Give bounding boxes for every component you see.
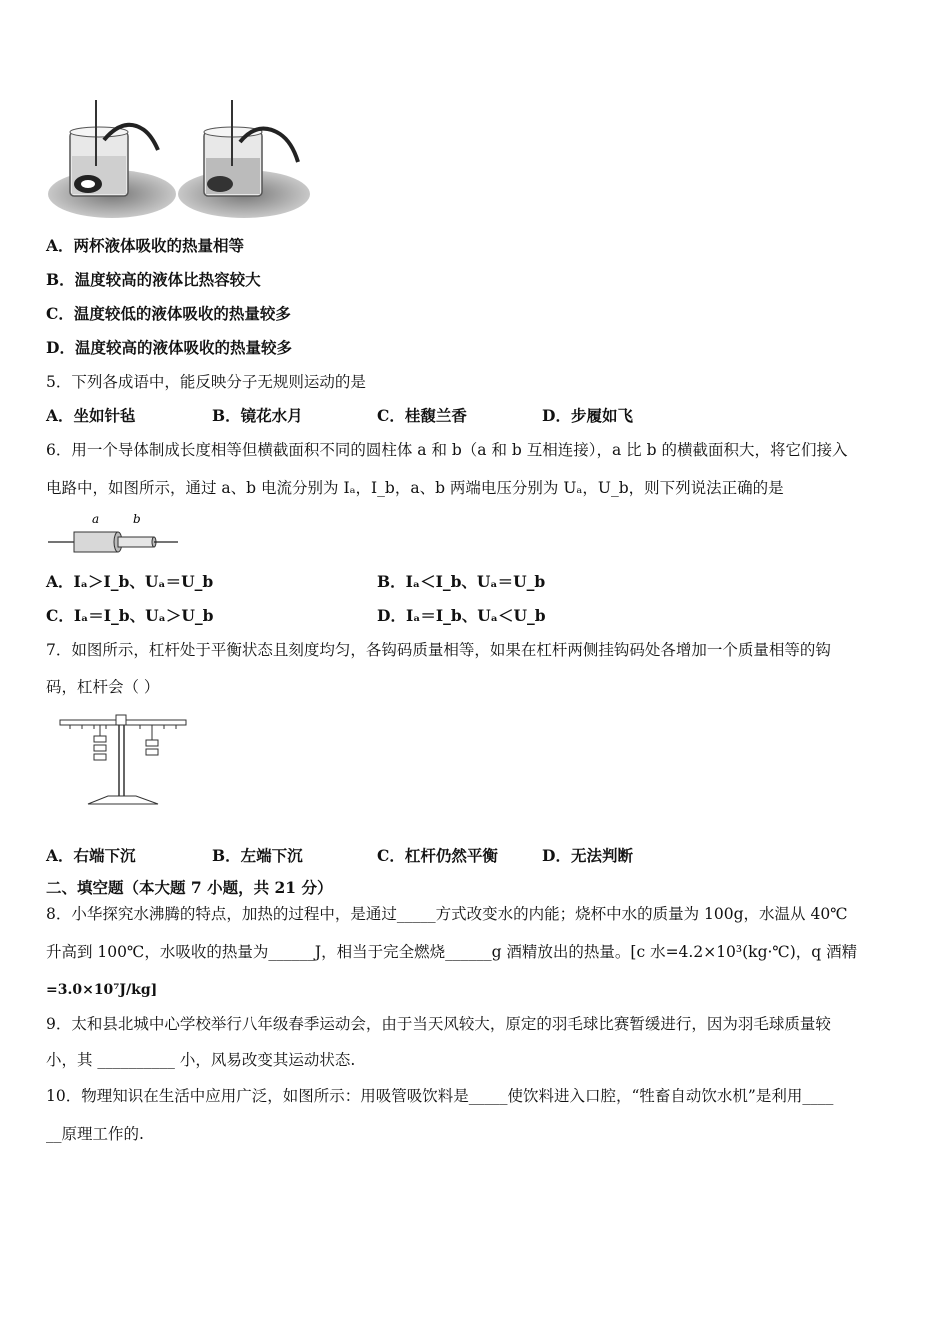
q7-stem-line1: 7．如图所示，杠杆处于平衡状态且刻度均匀，各钩码质量相等，如果在杠杆两侧挂钩码处各增加一个质量相等的钩: [46, 641, 831, 659]
q6-option-a: A．Iₐ＞I_b、Uₐ＝U_b: [46, 572, 214, 591]
cylinder-label-a: a: [92, 512, 100, 526]
lever-figure: [58, 712, 190, 808]
cylinder-label-b: b: [133, 512, 141, 526]
beakers-figure: [44, 96, 314, 226]
q9-line1: 9．太和县北城中心学校举行八年级春季运动会，由于当天风较大，原定的羽毛球比赛暂缓进行，因为羽毛球质量较: [46, 1015, 831, 1033]
q5-option-a: A．坐如针毡: [46, 406, 136, 425]
q8-line1: 8．小华探究水沸腾的特点，加热的过程中，是通过_____方式改变水的内能；烧杯中水的质量为 100g，水温从 40℃: [46, 905, 848, 923]
q6-stem-line1: 6．用一个导体制成长度相等但横截面积不同的圆柱体 a 和 b（a 和 b 互相连接），a 比 b 的横截面积大，将它们接入: [46, 441, 848, 459]
q4-option-b: B．温度较高的液体比热容较大: [46, 270, 261, 289]
q4-option-d: D．温度较高的液体吸收的热量较多: [46, 338, 292, 357]
q5-option-b: B．镜花水月: [212, 406, 303, 425]
q4-option-a: A．两杯液体吸收的热量相等: [46, 236, 245, 255]
q5-stem: 5．下列各成语中，能反映分子无规则运动的是: [46, 373, 366, 391]
q7-option-b: B．左端下沉: [212, 846, 303, 865]
q10-line2: __原理工作的.: [46, 1125, 144, 1143]
q7-option-a: A．右端下沉: [46, 846, 136, 865]
q6-option-c: C．Iₐ＝I_b、Uₐ＞U_b: [46, 606, 214, 625]
section2-title: 二、填空题（本大题 7 小题，共 21 分）: [46, 878, 333, 897]
q5-option-d: D．步履如飞: [542, 406, 633, 425]
q10-line1: 10．物理知识在生活中应用广泛，如图所示：用吸管吸饮料是_____使饮料进入口腔，“牲畜自动饮水机”是利用____: [46, 1087, 834, 1105]
q6-option-b: B．Iₐ＜I_b、Uₐ＝U_b: [377, 572, 546, 591]
q8-line3: =3.0×10⁷J/kg]: [46, 982, 158, 998]
q7-stem-line2: 码，杠杆会（ ）: [46, 678, 160, 696]
cylinders-figure: [48, 510, 188, 556]
q9-line2: 小，其 __________ 小，风易改变其运动状态.: [46, 1051, 356, 1069]
q8-line2: 升高到 100℃，水吸收的热量为______J，相当于完全燃烧______g 酒精放出的热量。[c 水=4.2×10³(kg·℃)，q 酒精: [46, 943, 858, 961]
q4-option-c: C．温度较低的液体吸收的热量较多: [46, 304, 291, 323]
q7-option-c: C．杠杆仍然平衡: [377, 846, 498, 865]
q7-option-d: D．无法判断: [542, 846, 633, 865]
q6-stem-line2: 电路中，如图所示，通过 a、b 电流分别为 Iₐ，I_b，a、b 两端电压分别为 Uₐ，U_b，则下列说法正确的是: [46, 479, 784, 497]
q5-option-c: C．桂馥兰香: [377, 406, 467, 425]
q6-option-d: D．Iₐ＝I_b、Uₐ＜U_b: [377, 606, 546, 625]
